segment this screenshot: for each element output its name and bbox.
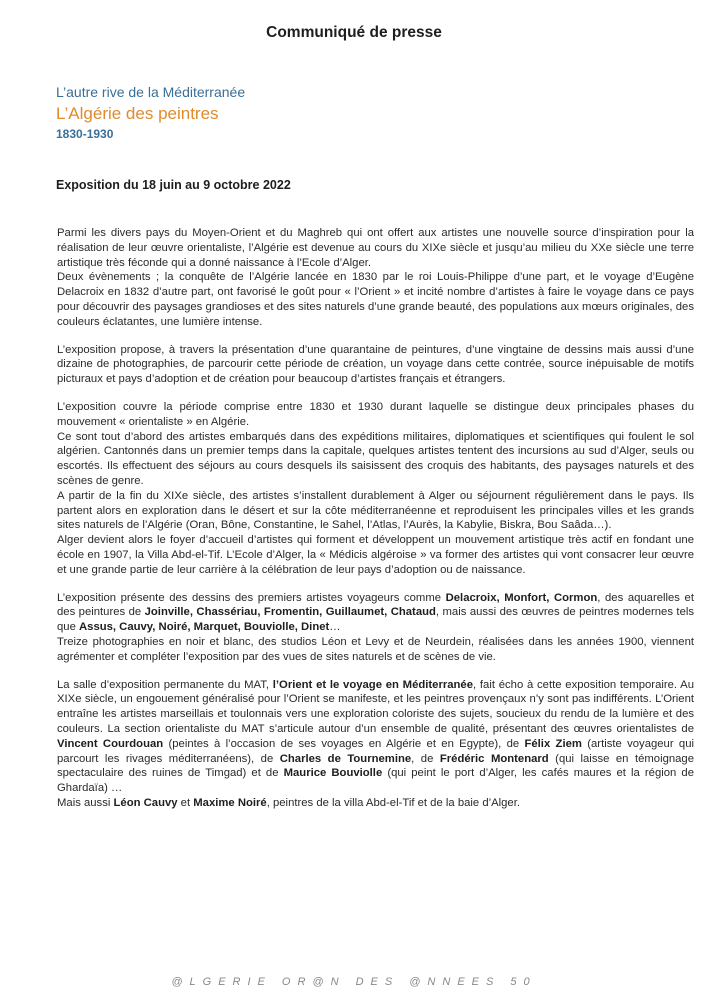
paragraph-3: L’exposition propose, à travers la présentation d’une quarantaine de peintures, d’une vingtaine de dessins mais aussi d’une dizaine de photographies, de parcourir cette période de création, un voyage dans cette contrée, source inépuisable de motifs picturaux et pays d’adoption et de création pour beaucoup d’artistes français et étrangers.: [57, 343, 694, 386]
artists-watercolor: Joinville, Chassériau, Fromentin, Guillaumet, Chataud: [144, 606, 436, 619]
page-title: Communiqué de presse: [266, 24, 442, 41]
p10-text-a: La salle d’exposition permanente du MAT,: [57, 678, 273, 691]
p11-text-a: Mais aussi: [57, 796, 114, 809]
p10-text-b: , fait écho à cette exposition temporaire. Au XIXe siècle, un engouement généralisé pour l’Orient se manifeste, et les peintres provençaux n’y sont pas indifférents. L’Orient entraîne les artistes marseillais et toulonnais vers une exploration coloriste des sujets, soucieux du rendu de la lumière et des couleurs. La section orientaliste du MAT s’articule autour d’un ensemble de qualité, présentant des œuvres orientalistes de: [57, 678, 695, 735]
subtitle-other-shore: L’autre rive de la Méditerranée: [56, 84, 246, 100]
permanent-room-title: l’Orient et le voyage en Méditerranée: [272, 678, 474, 691]
footer-watermark: @LGERIE OR@N DES @NNEES 50: [171, 976, 537, 988]
p10-text-e: , de: [411, 752, 440, 765]
artist-cauvy: Léon Cauvy: [113, 796, 178, 809]
artist-montenard: Frédéric Montenard: [439, 752, 549, 765]
paragraph-8: [57, 591, 694, 635]
p10-text-d: (artiste voyageur qui parcourt les rivages méditerranéens), de: [57, 737, 694, 765]
artist-bouviolle: Maurice Bouviolle: [283, 767, 383, 780]
p10-text-g: (qui peint le port d’Alger, les cafés maures et la région de Ghardaïa) …: [57, 767, 694, 795]
paragraph-4: L’exposition couvre la période comprise entre 1830 et 1930 durant laquelle se distingue deux principales phases du mouvement « orientaliste » en Algérie.: [57, 400, 694, 428]
p11-text-c: , peintres de la villa Abd-el-Tif et de la baie d’Alger.: [266, 796, 520, 809]
p8-text-b: , des aquarelles et des peintures de: [57, 591, 694, 619]
paragraph-11: [57, 796, 694, 811]
p10-text-f: (qui laisse en témoignage spectaculaire des ruines de Timgad) et de: [57, 752, 694, 780]
p10-text-c: (peintes à l’occasion de ses voyages en Algérie et en Egypte), de: [163, 737, 525, 750]
paragraph-5: Ce sont tout d’abord des artistes embarqués dans des expéditions militaires, diplomatiques et scientifiques qui foulent le sol algérien. Cantonnés dans un premier temps dans la capitale, quelques artistes tentent des incursions au sud d’Alger, seuls ou escortés. Ils effectuent des séjours au cours desquels ils saisissent des croquis des habitants, des paysages naturels et des scènes de genre.: [57, 430, 694, 487]
paragraph-10: [57, 678, 694, 796]
p11-text-b: et: [177, 796, 194, 809]
paragraph-1: Parmi les divers pays du Moyen-Orient et du Maghreb qui ont offert aux artistes une nouvelle source d’inspiration pour la réalisation de leur œuvre orientaliste, l’Algérie est devenue au cours du XIXe siècle et jusqu’au milieu du XXe siècle une terre artistique très féconde qui a donné naissance à l’Ecole d’Alger.: [57, 227, 694, 269]
p8-text-c: , mais aussi des œuvres de peintres modernes tels que: [57, 606, 695, 634]
paragraph-6: A partir de la fin du XIXe siècle, des artistes s’installent durablement à Alger ou séjournent régulièrement dans le pays. Ils partent alors en exploration dans le désert et sur la côte méditerranéenne et reproduisent les principales villes et les grands sites naturels de l’Algérie (Oran, Bône, Constantine, le Sahel, l’Atlas, l’Aurès, la Kabylie, Biskra, Bou Saâda…).: [57, 489, 694, 532]
artist-courdouan: Vincent Courdouan: [57, 737, 164, 750]
subtitle-dates: 1830-1930: [56, 127, 114, 141]
artist-noire: Maxime Noiré: [193, 796, 267, 809]
p8-text-a: L’exposition présente des dessins des premiers artistes voyageurs comme: [57, 591, 446, 604]
paragraph-7: Alger devient alors le foyer d’accueil d’artistes qui forment et développent un mouvement artistique très actif en fondant une école en 1907, la Villa Abd-el-Tif. L’Ecole d’Alger, la « Médicis algéroise » va former des artistes qui vont consacrer leur œuvre et une grande partie de leur carrière à la célébration de leur pays d’adoption ou de naissance.: [57, 534, 694, 576]
paragraph-2: Deux évènements ; la conquête de l’Algérie lancée en 1830 par le roi Louis-Philippe d’une part, et le voyage d’Eugène Delacroix en 1832 d’autre part, ont favorisé le goût pour « l’Orient » et incité nombre d’artistes à faire le voyage dans ce pays pour découvrir des paysages grandioses et des sites naturels d’une grande beauté, des populations aux mœurs originales, des couleurs éclatantes, une lumière intense.: [57, 271, 694, 328]
paragraph-9: Treize photographies en noir et blanc, des studios Léon et Levy et de Neurdein, réalisées dans les années 1900, viennent agrémenter et compléter l’exposition par des vues de sites naturels et de scènes de vie.: [57, 635, 694, 663]
subtitle-algeria-painters: L’Algérie des peintres: [56, 104, 219, 123]
artists-modern: Assus, Cauvy, Noiré, Marquet, Bouviolle, Dinet: [79, 621, 330, 634]
artist-tournemine: Charles de Tournemine: [279, 752, 412, 765]
body-text: [57, 226, 694, 811]
p8-text-d: …: [329, 621, 341, 634]
exhibition-dates: Exposition du 18 juin au 9 octobre 2022: [56, 178, 291, 192]
artists-voyagers: Delacroix, Monfort, Cormon: [445, 591, 598, 604]
artist-ziem: Félix Ziem: [524, 737, 582, 750]
